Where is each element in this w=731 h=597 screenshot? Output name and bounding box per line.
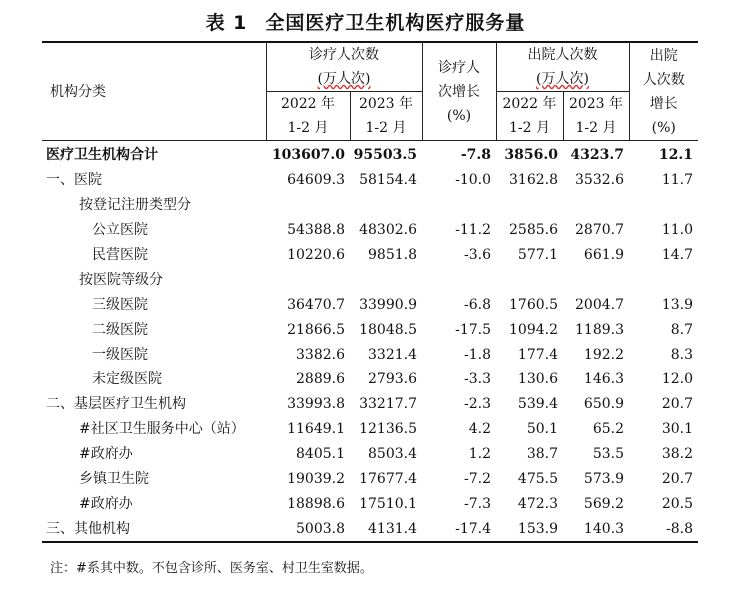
table-row: #政府办 18898.6 17510.1 -7.3 472.3 569.2 20.5: [79, 495, 693, 512]
header-visits-2022: 2022 年 1-2 月: [266, 92, 350, 141]
table-row: 二级医院 21866.5 18048.5 -17.5 1094.2 1189.3 8.7: [92, 321, 693, 338]
table-row: 按医院等级分: [79, 271, 163, 288]
header-discharge: 出院人次数 (万人次): [496, 42, 629, 92]
header-discharge-2023: 2023 年 1-2 月: [563, 92, 629, 141]
table-row: 三级医院 36470.7 33990.9 -6.8 1760.5 2004.7 13.9: [92, 296, 693, 313]
header-visits-2023: 2023 年 1-2 月: [350, 92, 422, 141]
medical-service-table: [42, 41, 698, 543]
table-number: 表 1: [205, 12, 248, 34]
table-row: #社区卫生服务中心（站） 11649.1 12136.5 4.2 50.1 65.2 30.1: [79, 421, 693, 438]
table-row: 一、医院 64609.3 58154.4 -10.0 3162.8 3532.6 11.7: [46, 172, 693, 189]
header-discharge-growth: 出院 人次数 增长 (%): [629, 42, 698, 141]
table-row: 按登记注册类型分: [79, 197, 191, 214]
header-category: 机构分类: [42, 42, 266, 141]
table-row: #政府办 8405.1 8503.4 1.2 38.7 53.5 38.2: [79, 446, 693, 463]
header-visits-growth: 诊疗人 次增长 (%): [422, 42, 496, 141]
table-title-text: 全国医疗卫生机构医疗服务量: [265, 12, 526, 34]
table-row: 一级医院 3382.6 3321.4 -1.8 177.4 192.2 8.3: [92, 346, 693, 363]
table-row: 未定级医院 2889.6 2793.6 -3.3 130.6 146.3 12.0: [92, 371, 693, 388]
table-row: 医疗卫生机构合计 103607.0 95503.5 -7.8 3856.0 4323.7 12.1: [46, 147, 693, 164]
table-title: [0, 8, 731, 35]
table-row: 公立医院 54388.8 48302.6 -11.2 2585.6 2870.7 11.0: [92, 222, 693, 239]
table-row: 民营医院 10220.6 9851.8 -3.6 577.1 661.9 14.7: [92, 247, 693, 263]
table-row: 三、其他机构 5003.8 4131.4 -17.4 153.9 140.3 -8.8: [42, 516, 698, 542]
table-row: 乡镇卫生院 19039.2 17677.4 -7.2 475.5 573.9 20.7: [79, 471, 693, 488]
table-row: 二、基层医疗卫生机构 33993.8 33217.7 -2.3 539.4 650.9 20.7: [46, 396, 693, 413]
header-visits: 诊疗人次数 (万人次): [266, 42, 422, 92]
header-discharge-2022: 2022 年 1-2 月: [496, 92, 563, 141]
table-footnote: 注：#系其中数。不包含诊所、医务室、村卫生室数据。: [50, 561, 373, 576]
